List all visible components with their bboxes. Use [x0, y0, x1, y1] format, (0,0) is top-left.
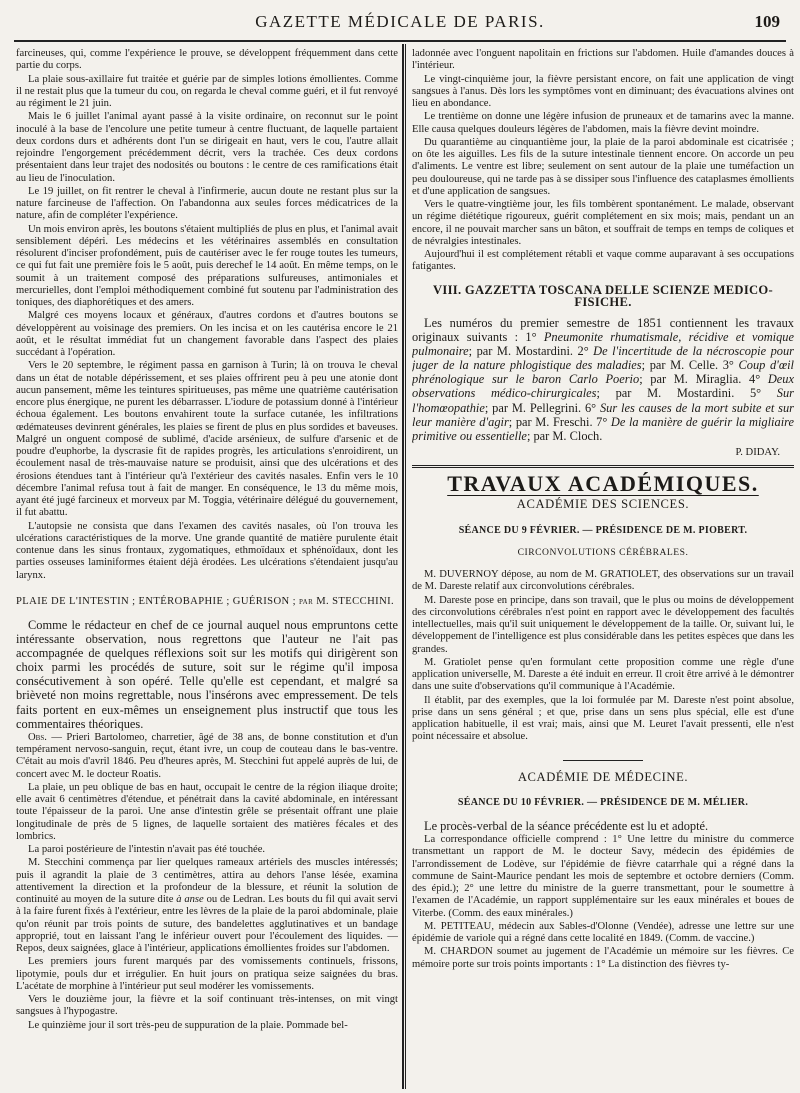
obs-lead: Obs. — — [28, 731, 62, 743]
paragraph: La plaie sous-axillaire fut traitée et guérie par de simples lotions émollientes. Comme il ne restait plus que la tumeur du cou, on regarda le cheval comme guéri, et il fut renvoyé au régiment le 21 juin. — [16, 73, 398, 109]
text-span: ; par M. Miraglia. 4° — [639, 372, 761, 387]
paragraph: M. DUVERNOY dépose, au nom de M. GRATIOLET, des observations sur un travail de M. Dareste relatif aux circonvolutions cérébrales. — [412, 569, 794, 593]
intro-paragraph: Comme le rédacteur en chef de ce journal auquel nous empruntons cette intéressante observation, nous regrettons que l'auteur ne l'ait pas accompagnée de quelques réflexions soit sur les motifs qui dirigèrent son choix parmi les procédés de suture, soit sur le régime qu'il imposa consécutivement à son opéré. Telle qu'elle est cependant, et malgré sa brièveté non moins regrettable, nous l'insérons avec empressement. De tels faits portent en eux-mêmes un enseignement plus instructif que tous les commentaires théoriques. — [16, 618, 398, 731]
left-column — [16, 48, 398, 1088]
paragraph: Le trentième on donne une légère infusion de pruneaux et de tamarins avec la manne. Elle causa quelques douleurs légères de l'abdomen, mais la fièvre devint moindre. — [412, 111, 794, 135]
paragraph: Le 19 juillet, on fit rentrer le cheval à l'infirmerie, aucun doute ne restant plus sur la nature farcineuse de l'affection. On l'abandonna aux seules forces médicatrices de la nature, afin de compléter l'expérience. — [16, 185, 398, 222]
emphasis: Deux observations médico-chirurgicales — [412, 372, 794, 401]
emphasis: Sur les causes de la mort subite et sur leur manière d'agir — [412, 400, 794, 429]
paragraph: Le procès-verbal de la séance précédente est lu et adopté. — [424, 819, 709, 834]
paragraph: Le vingt-cinquième jour, la fièvre persistant encore, on fait une application de vingt sangsues à l'anus. Dès lors les symptômes vont en diminuant; des évacuations alvines ont lieu en abondance. — [412, 73, 794, 109]
right-column — [412, 48, 794, 1088]
header-rule — [14, 40, 786, 42]
paragraph: ladonnée avec l'onguent napolitain en frictions sur l'abdomen. Huile d'amandes douces à l'intérieur. — [412, 48, 794, 72]
page-number: 109 — [754, 12, 780, 31]
paragraph: Un mois environ après, les boutons s'étaient multipliés de plus en plus, et l'animal avait sensiblement dépéri. Les médecins et les vétérinaires assemblés en consultation résolurent d'inciser profondément, puis de cautériser avec le fer rouge toutes les tumeurs, ce qui fut fait une première fois le 5 août, puis derechef le 14 août. En même temps, on le soumit à un traitement composé des préparations sulfureuses, antimoniales et mercurielles, dont l'emploi méthodiquement combiné fut soutenu par l'administration des toniques, des diaphorétiques et des amers. — [16, 223, 398, 308]
text-span: ; par M. Celle. 3° — [641, 358, 734, 373]
page-header — [14, 10, 786, 36]
text-span: ; par M. Mostardini. 5° — [596, 386, 762, 401]
seance-heading: SÉANCE DU 10 FÉVRIER. — PRÉSIDENCE DE M. MÉLIER. — [457, 796, 749, 808]
paragraph: M. CHARDON soumet au jugement de l'Académie un mémoire sur les fièvres. Ce mémoire porte sur trois points importants : 1° La distinction des fièvres ty- — [412, 946, 794, 970]
paragraph: La correspondance officielle comprend : 1° Une lettre du ministre du commerce transmettant un rapport de M. le docteur Savy, médecin des épidémies de l'arrondissement de Lodève, sur l'épidémie de fièvre catarrhale qui a régné dans la commune de Saint-Maurice pendant les mois de septembre et octobre derniers (Comm. des épid.); 2° une lettre du ministre de la guerre transmettant, pour le soumettre à l'examen de l'Académie, un rapport supplémentaire sur les eaux minérales et boues de Viterbe. (Comm. des eaux minérales.) — [412, 834, 794, 919]
section-rule-short — [563, 760, 643, 761]
text-span: ; par M. Freschi. 7° — [508, 414, 608, 429]
text-span: ; par M. Mostardini. 2° — [468, 344, 589, 359]
paragraph: La paroi postérieure de l'intestin n'avait pas été touchée. — [28, 844, 266, 855]
text-span: ; par M. Cloch. — [526, 428, 603, 443]
subject-heading: CIRCONVOLUTIONS CÉRÉBRALES. — [517, 546, 689, 558]
paragraph: L'autopsie ne consista que dans l'examen des cavités nasales, où l'on trouva les ulcérations caractéristiques de la morve. Une grande quantité de matière purulente était contenue dans les sinus frontaux, zygomatiques, ethmoïdaux et sphénoïdaux, dont les parties osseuses laminiformes étaient déjà érodées. Les ulcérations s'étendaient jusqu'au larynx. — [16, 520, 398, 581]
travaux-heading: TRAVAUX ACADÉMIQUES. — [447, 471, 759, 497]
emphasis: Coup d'œil phrénologique sur le baron Carlo Poerio — [412, 358, 794, 387]
emphasis: Sur l'homœopathie — [412, 386, 794, 415]
text-span: Les numéros du premier semestre de 1851 contiennent les travaux originaux suivants : 1° — [412, 316, 794, 345]
text-span: ou de Ledran. Les bouts du fil qui avait servi à la faire furent fixés à l'extérieur, entre les lèvres de la plaie de la paroi abdominale, plaie qu'on réunit par trois points de suture, des bandelettes agglutinatives et un bandage approprié, tout en laissant l'ang le inférieur ouvert pour l'écoulement des liquides. — Repos, deux saignées, glace à l'intérieur, applications émollientes froides sur l'abdomen. — [16, 894, 398, 954]
paragraph: La plaie, un peu oblique de bas en haut, occupait le centre de la région iliaque droite; elle avait 6 centimètres d'étendue, et pénétrait dans la cavité abdominale, en intéressant toute l'épaisseur de la paroi. Une anse d'intestin grêle se présentait offrant une plaie longitudinale de près de 5 lignes, de laquelle sortaient des matières fécales et des lombrics. — [16, 781, 398, 842]
column-divider-thin — [405, 44, 406, 1089]
paragraph: Aujourd'hui il est complétement rétabli et vaque comme auparavant à ses occupations fatigantes. — [412, 249, 794, 273]
paragraph: M. Dareste pose en principe, dans son travail, que le plus ou moins de développement des circonvolutions cérébrales n'est point en rapport avec le développement des facultés intellectuelles, mais qu'il suit uniquement le développement de la taille. Or, suivant lui, le développement de l'intelligence est plus considérable dans les petites espèces que dans les grandes. — [412, 594, 794, 655]
paragraph: Les premiers jours furent marqués par des vomissements continuels, frissons, lipotymie, pouls dur et irrégulier. En huit jours on pratiqua seize saignées du bras. L'acétate de morphine à l'intérieur put seul modérer les vomissements. — [16, 956, 398, 992]
text-span: ; par M. Pellegrini. 6° — [484, 400, 597, 415]
emphasis: à anse — [176, 894, 204, 905]
paragraph: Du quarantième au cinquantième jour, la plaie de la paroi abdominale est cicatrisée ; on ôte les aiguilles. Les fils de la suture intestinale tiennent encore. On accorde un peu d'aliments. Le ventre est libre; seulement on sent autour de la plaie une tuméfaction un peu douloureuse, qui ne tarde pas à se dissiper sous l'influence des cataplasmes émollients et d'une application de sangsues. — [412, 136, 794, 197]
paragraph — [16, 857, 398, 955]
paragraph: farcineuses, qui, comme l'expérience le prouve, se développent fréquemment dans cette partie du corps. — [16, 48, 398, 72]
journal-title: GAZETTE MÉDICALE DE PARIS. — [255, 12, 545, 31]
paragraph: Il établit, par des exemples, que la loi formulée par M. Dareste n'est point absolue, prise dans un sens général ; et que, prise dans un sens plus spécial, elle est d'une application habituelle, il est vrai; mais, ainsi que M. Leuret l'avait pressenti, elle n'est point nécessaire et absolue. — [412, 694, 794, 743]
academie-medecine-heading: ACADÉMIE DE MÉDECINE. — [517, 769, 689, 784]
paragraph: M. Gratiolet pense qu'en formulant cette proposition comme une règle d'une application universelle, M. Dareste a été induit en erreur. Il croit être arrivé à le démontrer dans une suite d'observations qu'il communique à l'Académie. — [412, 656, 794, 693]
emphasis: De la manière de guérir la migliaire primitive ou essentielle — [412, 414, 794, 443]
emphasis: Pneumonite rhumatismale, récidive et vomique pulmonaire — [412, 330, 794, 359]
academie-sciences-heading: ACADÉMIE DES SCIENCES. — [516, 497, 690, 512]
paragraph: Vers le quatre-vingtième jour, les fils tombèrent spontanément. Le malade, observant un régime diététique rigoureux, guérit complétement en six mois; mais, pendant un an encore, il ne pouvait marcher sans un bâton, et souffrait de temps en temps de coliques et de névralgies intestinales. — [412, 199, 794, 247]
paragraph: Le quinzième jour il sort très-peu de suppuration de la plaie. Pommade bel- — [28, 1019, 348, 1031]
section-heading: VIII. GAZZETTA TOSCANA DELLE SCIENZE MEDICO-FISICHE. — [432, 282, 774, 309]
paragraph: Malgré ces moyens locaux et généraux, d'autres cordons et d'autres boutons se développèrent au voisinage des premiers. On les incisa et on les cautérisa encore le 21 août, et le résultat immédiat fut un changement favorable dans l'aspect des plaies succédant à l'opération. — [16, 310, 398, 358]
paragraph: Vers le 20 septembre, le régiment passa en garnison à Turin; là on trouva le cheval dans un état de notable dépérissement, et ses plaies offrirent peu à peu une atonie dont aucun pansement, même les teintures spiritueuses, pas même une quatrième cautérisation encore plus énergique, ne purent les débarrasser. L'iodure de potassium donné à l'intérieur échoua également. Les boutons envahirent toute la surface cutanée, les infiltrations œdémateuses devinrent générales, les plaies se firent de plus en plus sordides et baveuses. Malgré un onguent composé de sublimé, d'acide arsénieux, de sulfure d'arsenic et de poudre d'euphorbe, la dyscrasie fit de rapides progrès, les articulations s'enroidirent, un écoulement nasal de très-mauvaise nature se produisit, ainsi que des ulcérations et des érosions étendues tant à l'intérieur qu'à l'extérieur des cavités nasales. Enfin vers le 10 décembre l'animal refusa tout à fait de manger. En conséquence, le 13 du même mois, ayant été jugé farcineux et morveux par M. Toggia, vétérinaire délégué du gouvernement, il fut abattu. — [16, 360, 398, 519]
text-span: M. Stecchini commença par lier quelques rameaux artériels des muscles intéressés; puis il agrandit la plaie de 3 centimètres, attira au dehors l'anse lésée, examina attentivement la direction et la profondeur de la blessure, et réunit la solution de continuité au moyen de la suture dite — [16, 857, 398, 905]
paragraph: Mais le 6 juillet l'animal ayant passé à la visite ordinaire, on reconnut sur le point inoculé à la base de l'encolure une petite tumeur à centre fluctuant, de laquelle partaient deux cordons durs et adhérents dont l'un se dirigeait en haut, vers le cou, l'autre allait rejoindre l'engorgement précédemment décrit, vers la trachée. Ces deux cordons présentaient dans leur trajet des nodosités ou boutons : le centre de ces ramifications était au lieu de l'inoculation. — [16, 111, 398, 184]
signature: P. DIDAY. — [735, 446, 780, 458]
obs-text: Prieri Bartolomeo, charretier, âgé de 38 ans, de bonne constitution et d'un tempérament nervoso-sanguin, reçut, étant ivre, un coup de couteau dans le bas-ventre. C'était au mois d'avril 1846. Peu d'heures après, M. Stecchini fut appelé auprès de lui, de concert avec M. le docteur Roatis. — [16, 731, 398, 780]
paragraph — [16, 732, 398, 781]
section-rule — [412, 465, 794, 468]
paragraph: M. PETITEAU, médecin aux Sables-d'Olonne (Vendée), adresse une lettre sur une épidémie de variole qui a régné dans cette localité en 1849. (Comm. de vaccine.) — [412, 920, 794, 945]
paragraph: Vers le douzième jour, la fièvre et la soif continuant très-intenses, on mit vingt sangsues à l'hypogastre. — [16, 994, 398, 1018]
paragraph — [412, 316, 794, 443]
seance-heading: SÉANCE DU 9 FÉVRIER. — PRÉSIDENCE DE M. PIOBERT. — [458, 524, 748, 536]
section-heading: PLAIE DE L'INTESTIN ; ENTÉROBAPHIE ; GUÉRISON ; par M. STECCHINI. — [16, 595, 395, 607]
emphasis: De l'incertitude de la nécroscopie pour juger de la nature phlogistique des maladies — [412, 344, 794, 373]
column-divider — [402, 44, 404, 1089]
